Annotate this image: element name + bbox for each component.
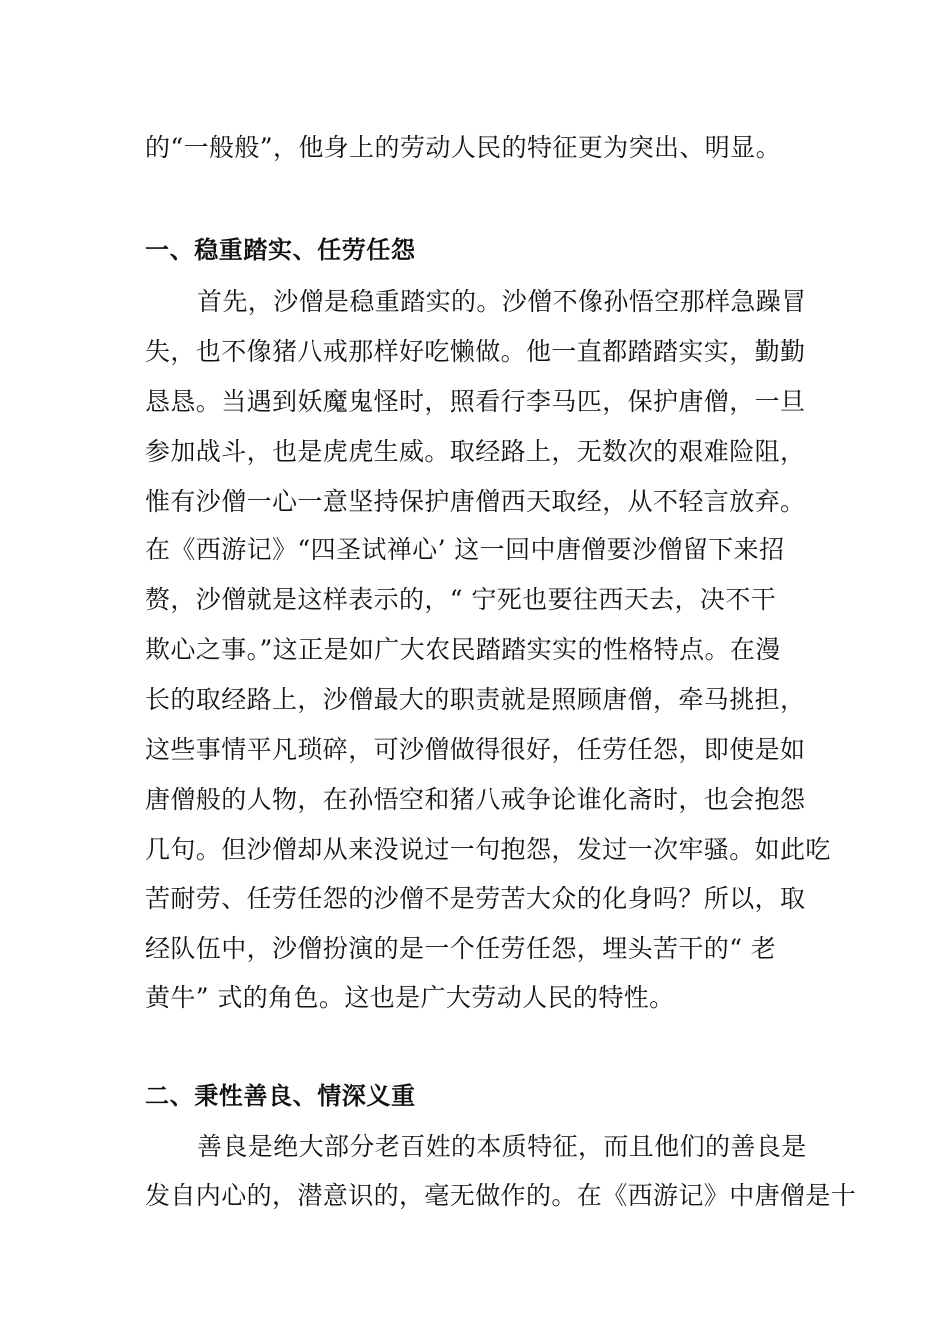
section-1-line: 失，也不像猪八戒那样好吃懒做。他一直都踏踏实实，勤勤 <box>145 337 806 366</box>
section-1-line: 唐僧般的人物，在孙悟空和猪八戒争论谁化斋时，也会抱怨 <box>145 785 806 814</box>
section-1-line: 这些事情平凡琐碎，可沙僧做得很好，任劳任怨，即使是如 <box>145 735 806 764</box>
opening-line: 的“一般般”，他身上的劳动人民的特征更为突出、明显。 <box>145 133 781 162</box>
section-2-line: 善良是绝大部分老百姓的本质特征，而且他们的善良是 <box>197 1132 807 1161</box>
section-1-line: 惟有沙僧一心一意坚持保护唐僧西天取经，从不轻言放弃。 <box>145 487 806 516</box>
section-1-line: 参加战斗，也是虎虎生威。取经路上，无数次的艰难险阻， <box>145 437 806 466</box>
section-1-line: 黄牛” 式的角色。这也是广大劳动人民的特性。 <box>145 983 675 1012</box>
section-1-line: 赘，沙僧就是这样表示的，“ 宁死也要往西天去，决不干 <box>145 585 777 614</box>
section-1-line: 首先，沙僧是稳重踏实的。沙僧不像孙悟空那样急躁冒 <box>197 287 807 316</box>
section-1-line: 几句。但沙僧却从来没说过一句抱怨，发过一次牢骚。如此吃 <box>145 835 831 864</box>
section-1-line: 欺心之事。”这正是如广大农民踏踏实实的性格特点。在漫 <box>145 635 781 664</box>
section-1-heading: 一、稳重踏实、任劳任怨 <box>145 236 416 264</box>
section-2-heading: 二、秉性善良、情深义重 <box>145 1082 416 1110</box>
section-1-line: 在《西游记》“四圣试禅心’ 这一回中唐僧要沙僧留下来招 <box>145 535 785 564</box>
section-1-line: 恳恳。当遇到妖魔鬼怪时，照看行李马匹，保护唐僧，一旦 <box>145 387 806 416</box>
section-1-line: 苦耐劳、任劳任怨的沙僧不是劳苦大众的化身吗？所以，取 <box>145 884 806 913</box>
section-2-line: 发自内心的，潜意识的，毫无做作的。在《西游记》中唐僧是十 <box>145 1181 857 1210</box>
section-1-line: 长的取经路上，沙僧最大的职责就是照顾唐僧，牵马挑担， <box>145 685 806 714</box>
section-1-line: 经队伍中，沙僧扮演的是一个任劳任怨，埋头苦干的“ 老 <box>145 934 777 963</box>
